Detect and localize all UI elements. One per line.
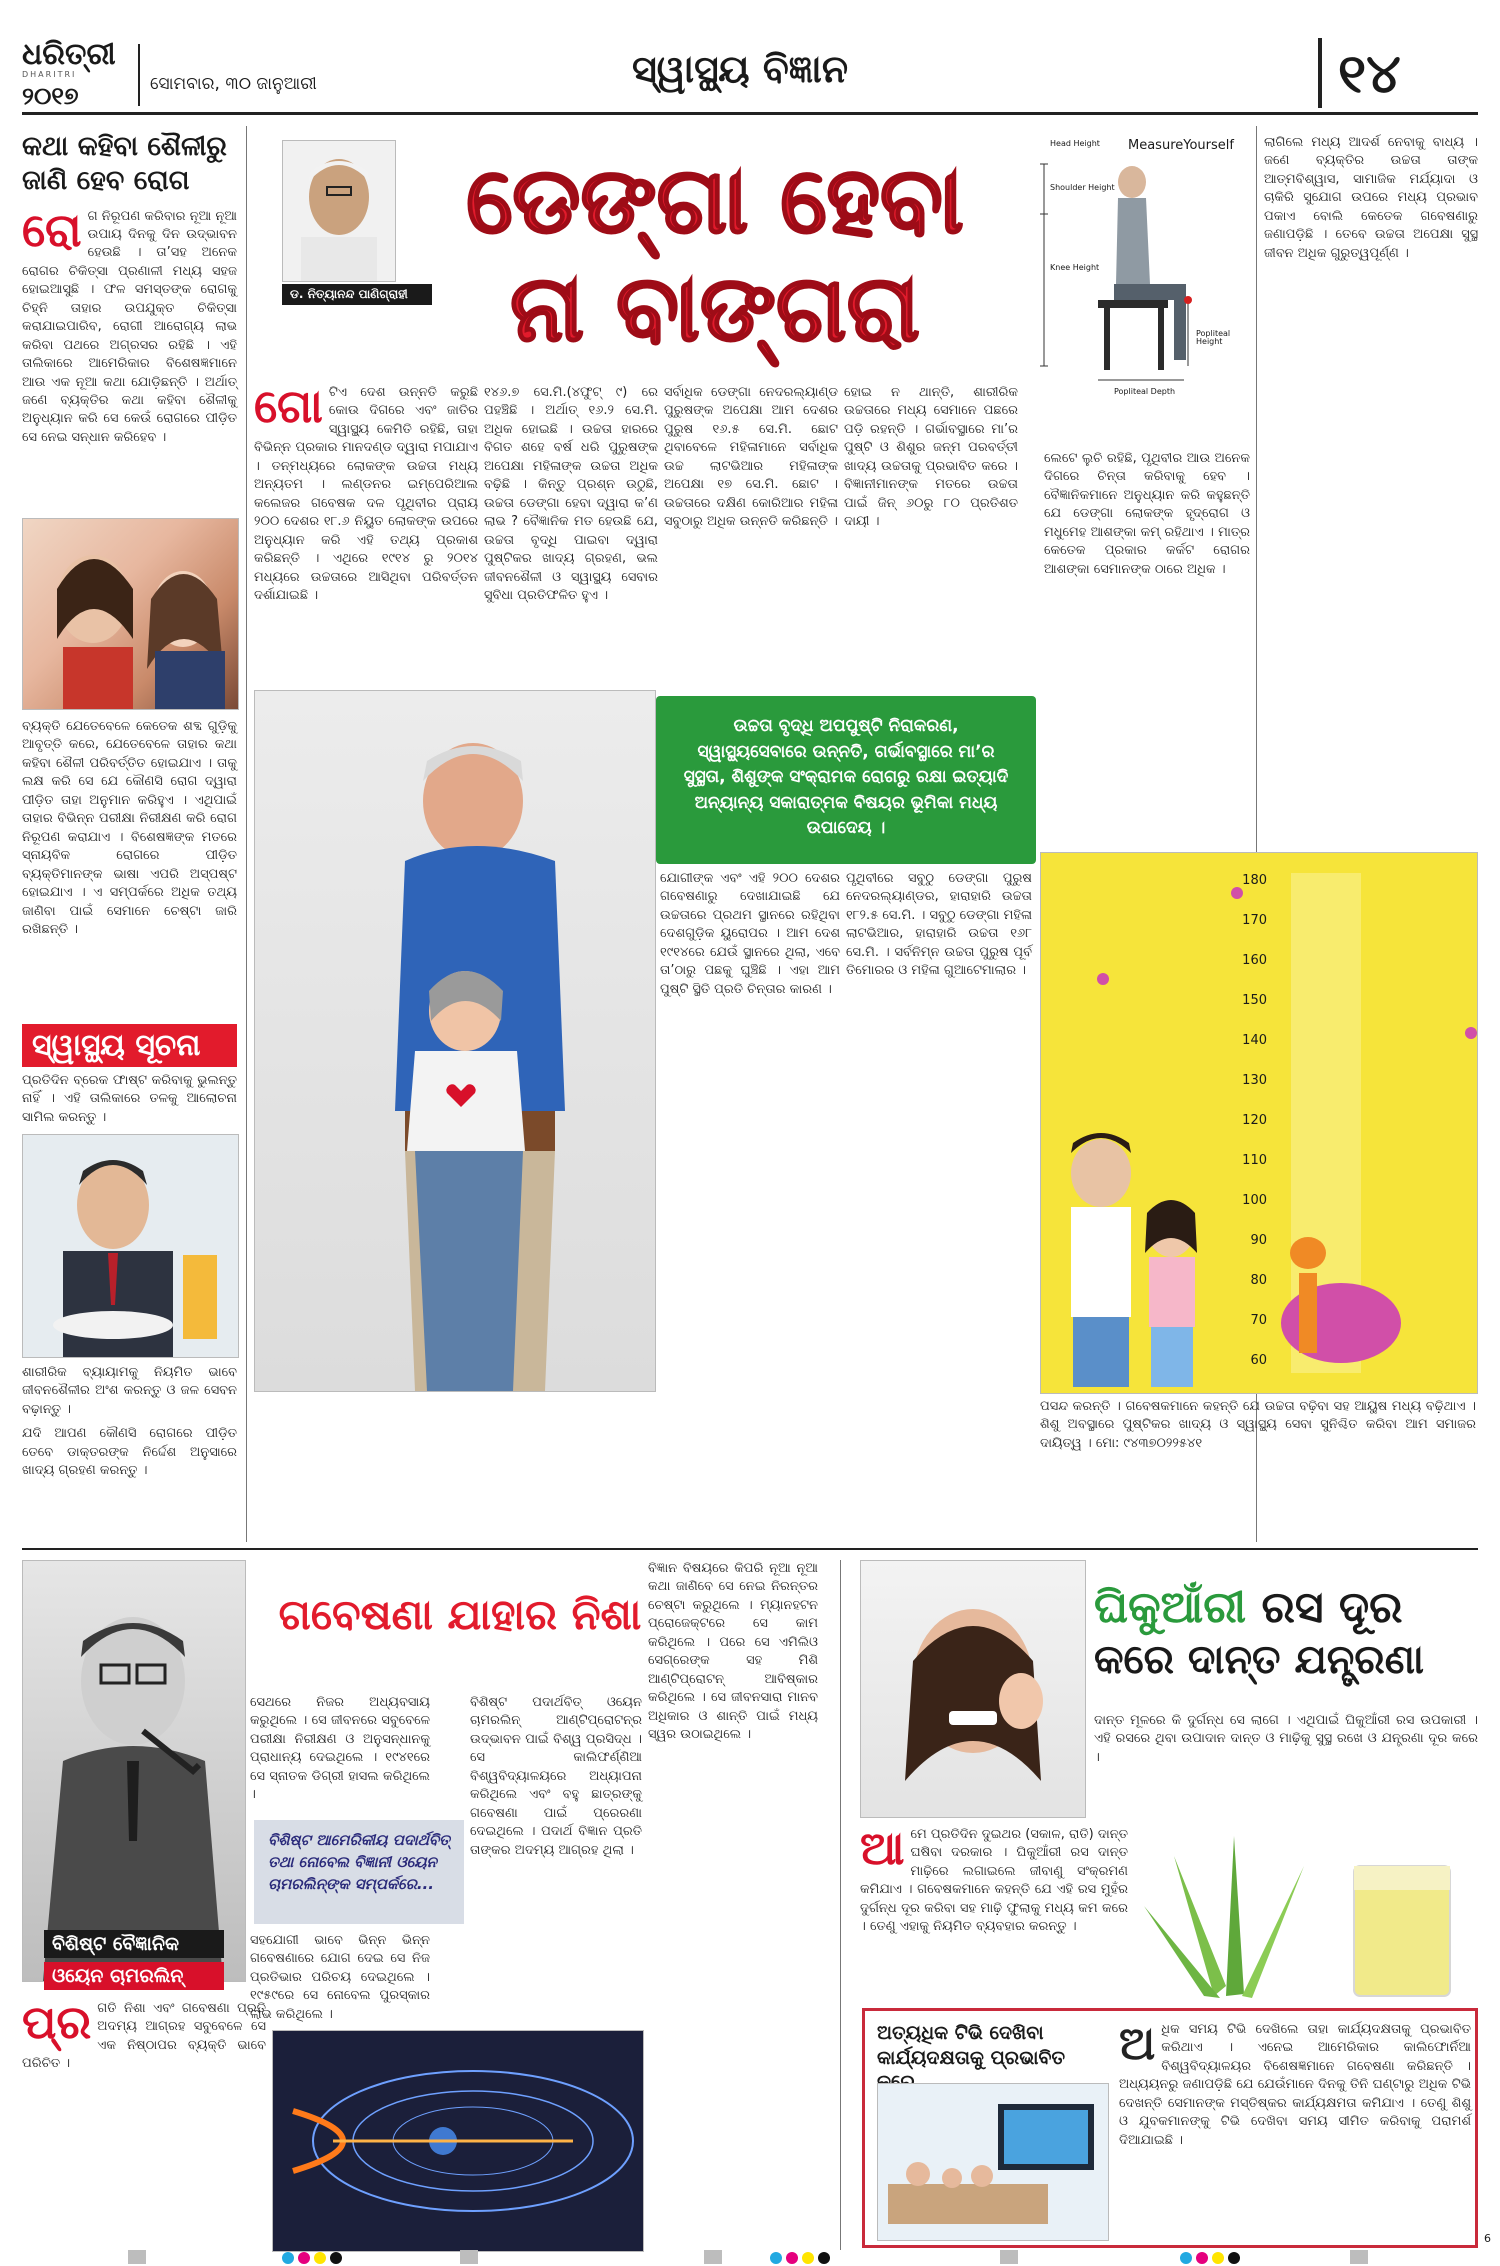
main-story-col-4: ହୋଇ ନ ଥାନ୍ତି, ଶାରୀରିକ ଉଚ୍ଚତାରେ ମଧ୍ୟ ସେମାନେ ପଛରେ ପଡ଼ି ରହନ୍ତି । ଗର୍ଭାବସ୍ଥାରେ ମା’ର ପୁଷ୍ଟି ଓ ଶିଶୁର ଜନ୍ମ ପରବର୍ତ୍ତୀ ଖାଦ୍ୟ ଉଚ୍ଚତାକୁ ପ୍ରଭାବିତ କରେ । ବିଜ୍ଞାନୀମାନଙ୍କ ମତରେ ଉଚ୍ଚତା ପାଇଁ ଜିନ୍ ୬୦ରୁ ୮୦ ପ୍ରତିଶତ ଦାୟୀ ।	[844, 385, 1018, 530]
tv-dropcap: ଅ	[1119, 2016, 1156, 2070]
breakfast-man-photo	[22, 1134, 239, 1358]
aloe-headline-rest-2: କରେ ଦାନ୍ତ ଯନ୍ତ୍ରଣା	[1094, 1636, 1425, 1683]
measure-yourself-diagram	[1038, 134, 1248, 424]
growth-tick: 70	[1250, 1313, 1267, 1328]
label-shoulder-height: Shoulder Height	[1050, 183, 1115, 192]
health-tip-2: ଶାରୀରିକ ବ୍ୟାୟାମକୁ ନିୟମିତ ଭାବେ ଜୀବନଶୈଳୀର ଅଂଶ କରନ୍ତୁ ଓ ଜଳ ସେବନ ବଢ଼ାନ୍ତୁ ।	[22, 1365, 237, 1417]
scientist-col-3: ବିଜ୍ଞାନ ବିଷୟରେ କିପରି ନୂଆ ନୂଆ କଥା ଜାଣିବେ ସେ ନେଇ ନିରନ୍ତର ଚେଷ୍ଟା କରୁଥିଲେ । ମ୍ୟାନହଟନ ପ୍ରୋଜେକ୍ଟରେ ସେ କାମ କରିଥିଲେ । ପରେ ସେ ଏମିଲିଓ ସେଗ୍ରେଙ୍କ ସହ ମିଶି ଆଣ୍ଟିପ୍ରୋଟନ୍ ଆବିଷ୍କାର କରିଥିଲେ । ସେ ଜୀବନସାରା ମାନବ ଅଧିକାର ଓ ଶାନ୍ତି ପାଇଁ ମଧ୍ୟ ସ୍ୱର ଉଠାଇଥିଲେ ।	[648, 1561, 818, 1743]
woman-photo-illustration	[23, 519, 238, 709]
scientist-caption-2: ଓୟେନ ଚାମରଲିନ୍	[44, 1962, 224, 1990]
registration-cyan	[282, 2252, 294, 2264]
scientist-col-1: ସେଥରେ ନିଜର ଅଧ୍ୟବସାୟ କରୁଥିଲେ । ସେ ଜୀବନରେ ସବୁବେଳେ ପରୀକ୍ଷା ନିରୀକ୍ଷଣ ଓ ଅନୁସନ୍ଧାନକୁ ପ୍ରାଧାନ୍ୟ ଦେଇଥିଲେ । ୧୯୪୧ରେ ସେ ସ୍ନାତକ ଡିଗ୍ରୀ ହାସଲ କରିଥିଲେ ।	[250, 1695, 430, 1803]
author-photo-illustration	[283, 141, 395, 281]
scientist-intro	[22, 1995, 266, 2250]
print-mark	[460, 2250, 478, 2264]
main-story-green-callout: ଉଚ୍ଚତା ବୃଦ୍ଧି ଅପପୁଷ୍ଟି ନିରାକରଣ, ସ୍ୱାସ୍ଥ୍ୟସେବାରେ ଉନ୍ନତି, ଗର୍ଭାବସ୍ଥାରେ ମା’ର ସୁସ୍ଥତା, ଶିଶୁଙ୍କ ସଂକ୍ରାମକ ରୋଗରୁ ରକ୍ଷା ଇତ୍ୟାଦି ଅନ୍ୟାନ୍ୟ ସକାରାତ୍ମକ ବିଷୟର ଭୂମିକା ମଧ୍ୟ ଉପାଦେୟ ।	[656, 696, 1036, 864]
measure-chart-title: MeasureYourself	[1128, 138, 1234, 153]
growth-tick: 110	[1242, 1153, 1267, 1168]
left-story-dropcap: ରୋ	[22, 202, 82, 257]
label-knee-height: Knee Height	[1050, 263, 1100, 272]
toothache-woman-photo	[860, 1560, 1086, 1818]
toothache-illustration	[861, 1561, 1085, 1817]
registration-magenta	[786, 2252, 798, 2264]
growth-tick: 60	[1250, 1353, 1267, 1368]
print-mark	[1000, 2250, 1018, 2264]
main-story-col-1-text: ଟିଏ ଦେଶ ଉନ୍ନତି କରୁଛି କୋଉ ଦିଗରେ ଏବଂ ଜାତିର ସ୍ୱାସ୍ଥ୍ୟ କେମିତି ରହିଛି, ତାହା ବିଭିନ୍ନ ପ୍ରକାର ମାନଦଣ୍ଡ ଦ୍ୱାରା ମପାଯାଏ । ତନ୍ମଧ୍ୟରେ ଲୋକଙ୍କ ଉଚ୍ଚତା ମଧ୍ୟ ଅନ୍ୟତମ । ଲଣ୍ଡନର ଇମ୍ପେରିଆଲ କଲେଜର ଗବେଷକ ଦଳ ପୃଥିବୀର ପ୍ରାୟ ୨୦୦ ଦେଶର ୧୮.୬ ନିୟୁତ ଲୋକଙ୍କ ଉପରେ ଅନୁଧ୍ୟାନ କରି ଏହି ତଥ୍ୟ ପ୍ରକାଶ କରିଛନ୍ତି । ଏଥିରେ ୧୯୧୪ ରୁ ୨୦୧୪ ମଧ୍ୟରେ ଉଚ୍ଚତାରେ ଆସିଥିବା ପରିବର୍ତ୍ତନ ଦର୍ଶାଯାଇଛି ।	[254, 385, 478, 603]
growth-tick: 170	[1242, 913, 1267, 928]
scientist-illustration	[23, 1561, 245, 1981]
main-story-col-3: ସର୍ବାଧିକ ଡେଙ୍ଗା ନେଦରଲ୍ୟାଣ୍ଡ ପୁରୁଷଙ୍କ ଅପେକ୍ଷା ଆମ ଦେଶର ପୁରୁଷ ୧୬.୫ ସେ.ମି. ଛୋଟ ଥିବାବେଳେ ମହିଳାମାନେ ସର୍ବାଧିକ ଉଚ୍ଚ ଲାଟଭିଆର ମହିଳାଙ୍କ ଅପେକ୍ଷା ୧୭ ସେ.ମି. ଛୋଟ । ଉଚ୍ଚତାରେ ଦକ୍ଷିଣ କୋରିଆର ମହିଳା ସବୁଠାରୁ ଅଧିକ ଉନ୍ନତି କରିଛନ୍ତି ।	[664, 385, 838, 530]
main-story-col-5: ଲେଟେ ଲୁଚି ରହିଛି, ପୃଥିବୀର ଆଉ ଅନେକ ଦିଗରେ ଚିନ୍ତା କରିବାକୁ ହେବ । ବୈଜ୍ଞାନିକମାନେ ଅନୁଧ୍ୟାନ କରି କହୁଛନ୍ତି ଯେ ଡେଙ୍ଗା ଲୋକଙ୍କ ହୃଦ୍‌ରୋଗ ଓ ମଧୁମେହ ଆଶଙ୍କା କମ୍ ରହିଥାଏ । ମାତ୍ର କେତେକ ପ୍ରକାର କର୍କଟ ରୋଗର ଆଶଙ୍କା ସେମାନଙ୍କ ଠାରେ ଅଧିକ ।	[1044, 451, 1250, 577]
health-tips-list	[22, 1364, 237, 1514]
registration-yellow	[314, 2252, 326, 2264]
growth-tick: 80	[1250, 1273, 1267, 1288]
growth-tick: 180	[1242, 873, 1267, 888]
measure-figure	[1038, 134, 1248, 424]
woman-photo	[22, 518, 239, 710]
scientist-intro-text: ଗତି ନିଶା ଏବଂ ଗବେଷଣା ପ୍ରତି ଅଦମ୍ୟ ଆଗ୍ରହ ସବୁବେଳେ ସେ ଏକ ନିଷ୍ଠାପର ବ୍ୟକ୍ତି ଭାବେ ପରିଚିତ ।	[22, 2001, 266, 2072]
aloe-headline	[1094, 1580, 1478, 1685]
main-story-col-8: ପୃଥିବୀରେ ସବୁଠୁ ଡେଙ୍ଗା ପୁରୁଷ ନେଦରଲ୍ୟାଣ୍ଡର, ହାରାହାରି ଉଚ୍ଚତା ୧୮୨.୫ ସେ.ମି. । ସବୁଠୁ ଡେଙ୍ଗା ମହିଳା ଲାଟଭିଆର, ହାରାହାରି ଉଚ୍ଚତା ୧୬୮ ସେ.ମି. । ସର୍ବନିମ୍ନ ଉଚ୍ଚତା ପୁରୁଷ ପୂର୍ବ ତିମୋରର ଓ ମହିଳା ଗୁଆଟେମାଲାର ।	[846, 871, 1032, 979]
left-story-continued: ବ୍ୟକ୍ତି ଯେତେବେଳେ କେତେକ ଶବ୍ଦ ଗୁଡ଼ିକୁ ଆବୃତ୍ତି କରେ, ଯେତେବେଳେ ତାହାର କଥା କହିବା ଶୈଳୀ ପରିବର୍ତ୍ତିତ ହୋଇଯାଏ । ତାକୁ ଲକ୍ଷ କରି ସେ ଯେ କୌଣସି ରୋଗ ଦ୍ୱାରା ପୀଡ଼ିତ ତାହା ଅନୁମାନ କରିହୁଏ । ଏଥିପାଇଁ ତାହାର ବିଭିନ୍ନ ପରୀକ୍ଷା ନିରୀକ୍ଷଣ କରି ରୋଗ ନିରୂପଣ କରାଯାଏ । ବିଶେଷଜ୍ଞଙ୍କ ମତରେ ସ୍ନାୟବିକ ରୋଗରେ ପୀଡ଼ିତ ବ୍ୟକ୍ତିମାନଙ୍କ ଭାଷା ଏପରି ଅସ୍ପଷ୍ଟ ହୋଇଯାଏ । ଏ ସମ୍ପର୍କରେ ଅଧିକ ତଥ୍ୟ ଜାଣିବା ପାଇଁ ସେମାନେ ଚେଷ୍ଟା ଜାରି ରଖିଛନ୍ତି ।	[22, 719, 237, 937]
registration-black	[330, 2252, 342, 2264]
aloe-illustration	[1134, 1826, 1478, 2002]
author-photo	[282, 140, 396, 282]
brand-subtitle: DHARITRI	[22, 70, 77, 79]
registration-magenta	[298, 2252, 310, 2264]
growth-tick: 100	[1242, 1193, 1267, 1208]
growth-chart-photo	[1040, 852, 1478, 1394]
author-byline: ଡ. ନିତ୍ୟାନନ୍ଦ ପାଣିଗ୍ରାହୀ	[282, 284, 432, 305]
main-story-col-7: ଯୋଗୀଙ୍କ ଏବଂ ଏହି ୨୦୦ ଦେଶର ଗବେଷଣାରୁ ଦେଖାଯାଇଛି ଯେ ଉଚ୍ଚତାରେ ପ୍ରଥମ ସ୍ଥାନରେ ରହିଥିବା ଦେଶଗୁଡ଼ିକ ୟୁରୋପର । ଆମ ଦେଶ ୧୯୧୪ରେ ଯେଉଁ ସ୍ଥାନରେ ଥିଲା, ଏବେ ତା’ଠାରୁ ପଛକୁ ଘୁଞ୍ଚିଛି । ଏହା ଆମ ପୁଷ୍ଟି ସ୍ଥିତି ପ୍ରତି ଚିନ୍ତାର କାରଣ ।	[660, 871, 840, 997]
main-story-dropcap: ଗୋ	[254, 379, 323, 433]
main-story-col-1	[254, 379, 478, 684]
label-head-height: Head Height	[1050, 139, 1100, 148]
growth-tick: 120	[1242, 1113, 1267, 1128]
growth-tick: 130	[1242, 1073, 1267, 1088]
edition-year: ୨୦୧୭	[22, 81, 79, 110]
registration-black	[1228, 2252, 1240, 2264]
scientist-headline: ଗବେଷଣା ଯାହାର ନିଶା	[278, 1590, 642, 1639]
aloe-juice-photo	[1134, 1826, 1478, 2002]
left-story	[22, 130, 237, 528]
scientist-photo	[22, 1560, 246, 1982]
couple-illustration	[255, 691, 655, 1391]
left-story-headline: କଥା କହିବା ଶୈଳୀରୁ ଜାଣି ହେବ ରୋଗ	[22, 131, 227, 196]
registration-magenta	[1196, 2252, 1208, 2264]
scientist-pull-quote: ବିଶିଷ୍ଟ ଆମେରିକୀୟ ପଦାର୍ଥବିତ୍ ତଥା ନୋବେଲ ବିଜ୍ଞାନୀ ଓୟେନ ଚାମରଲିନ୍ଙ୍କ ସମ୍ପର୍କରେ...	[254, 1820, 464, 1924]
aloe-body	[860, 1821, 1128, 2002]
health-tip-1: ପ୍ରତିଦିନ ବ୍ରେକ ଫାଷ୍ଟ କରିବାକୁ ଭୁଲନ୍ତୁ ନାହିଁ । ଏହି ତାଲିକାରେ ତଳକୁ ଆଲୋଚନା ସାମିଲ କରନ୍ତୁ ।	[22, 1073, 237, 1125]
registration-yellow	[802, 2252, 814, 2264]
scientist-caption-1: ବିଶିଷ୍ଟ ବୈଜ୍ଞାନିକ	[44, 1930, 224, 1958]
issue-date: ସୋମବାର, ୩୦ ଜାନୁଆରୀ	[150, 74, 317, 94]
aloe-headline-green: ଘିକୁଆଁରୀ	[1094, 1582, 1247, 1633]
magnetosphere-illustration	[273, 2031, 643, 2251]
scientist-dropcap: ପ୍ର	[22, 1995, 92, 2049]
aloe-headline-rest-1: ରସ ଦୂର	[1261, 1582, 1403, 1633]
label-popliteal-height: Popliteal Height	[1196, 329, 1231, 346]
aloe-body-text: ମେ ପ୍ରତିଦିନ ଦୁଇଥର (ସକାଳ, ରାତି) ଦାନ୍ତ ଘଷିବା ଦରକାର । ଘିକୁଆଁରୀ ରସ ଦାନ୍ତ ମାଢ଼ିରେ ଲଗାଇଲେ ଜୀବାଣୁ ସଂକ୍ରମଣ କମିଯାଏ । ଗବେଷକମାନେ କହନ୍ତି ଯେ ଏହି ରସ ମୁହଁର ଦୁର୍ଗନ୍ଧ ଦୂର କରିବା ସହ ମାଢ଼ି ଫୁଲାକୁ ମଧ୍ୟ କମ କରେ । ତେଣୁ ଏହାକୁ ନିୟମିତ ବ୍ୟବହାର କରନ୍ତୁ ।	[860, 1827, 1128, 1935]
left-story-text-1: ଗ ନିରୂପଣ କରିବାର ନୂଆ ନୂଆ ଉପାୟ ଦିନକୁ ଦିନ ଉଦ୍ଭାବନ ହେଉଛି । ତା’ସହ ଅନେକ ରୋଗର ଚିକିତ୍ସା ପ୍ରଣାଳୀ ମଧ୍ୟ ସହଜ ହୋଇଆସୁଛି । ଫଳ ସମସ୍ତଙ୍କ ରୋଗକୁ ଚିହ୍ନି ତାହାର ଉପଯୁକ୍ତ ଚିକିତ୍ସା କରାଯାଇପାରିବ, ରୋଗୀ ଆରୋଗ୍ୟ ଲାଭ କରିବା ପଥରେ ଅଗ୍ରସର ରହିଛି । ଏହି ତାଲିକାରେ ଆମେରିକାର ବିଶେଷଜ୍ଞମାନେ ଆଉ ଏକ ନୂଆ କଥା ଯୋଡ଼ିଛନ୍ତି । ଅର୍ଥାତ୍ ଜଣେ ବ୍ୟକ୍ତିର କଥା କହିବା ଶୈଳୀକୁ ଅନୁଧ୍ୟାନ କରି ସେ କେଉଁ ରୋଗରେ ପୀଡ଼ିତ ସେ ନେଇ ସନ୍ଧାନ କରିହେବ ।	[22, 208, 237, 445]
registration-black	[818, 2252, 830, 2264]
label-popliteal-depth: Popliteal Depth	[1114, 387, 1176, 396]
main-story-col-2: ୧୪୬.୭ ସେ.ମି.(୪ଫୁଟ୍‌ ୯) ରେ ପହଞ୍ଚିଛି । ଅର୍ଥାତ୍ ୧୬.୨ ସେ.ମି. ଅଧିକ ହୋଇଛି । ଉଚ୍ଚତା ହାରରେ ବିଗତ ଶହେ ବର୍ଷ ଧରି ପୁରୁଷଙ୍କ ଅପେକ୍ଷା ମହିଳାଙ୍କ ଉଚ୍ଚତା ଅଧିକ ବଢ଼ିଛି । କିନ୍ତୁ ପ୍ରଶ୍ନ ଉଠୁଛି, ଉଚ୍ଚତା ଡେଙ୍ଗା ହେବା ଦ୍ୱାରା କ’ଣ ଲାଭ ? ବୈଜ୍ଞାନିକ ମତ ହେଉଛି ଯେ, ଉଚ୍ଚତା ବୃଦ୍ଧି ପାଇବା ଦ୍ୱାରା ପୁଷ୍ଟିକର ଖାଦ୍ୟ ଗ୍ରହଣ, ଭଲ ଜୀବନଶୈଳୀ ଓ ସ୍ୱାସ୍ଥ୍ୟ ସେବାର ସୁବିଧା ପ୍ରତିଫଳିତ ହୁଏ ।	[484, 385, 658, 603]
tv-headline-2: କାର୍ଯ୍ୟଦକ୍ଷତାକୁ ପ୍ରଭାବିତ	[877, 2046, 1065, 2069]
registration-cyan	[770, 2252, 782, 2264]
health-tip-3: ଯଦି ଆପଣ କୌଣସି ରୋଗରେ ପୀଡ଼ିତ ତେବେ ଡାକ୍ତରଙ୍କ ନିର୍ଦ୍ଦେଶ ଅନୁସାରେ ଖାଦ୍ୟ ଗ୍ରହଣ କରନ୍ତୁ ।	[22, 1426, 237, 1479]
page-marker: 6	[1484, 2232, 1491, 2245]
growth-tick: 90	[1250, 1233, 1267, 1248]
tv-family-photo	[877, 2083, 1109, 2241]
main-headline-line-1: ଡେଙ୍ଗା ହେବା	[466, 146, 964, 254]
magnetosphere-image	[272, 2030, 644, 2252]
tv-body-text: ଧିକ ସମୟ ଟିଭି ଦେଖିଲେ ତାହା କାର୍ଯ୍ୟଦକ୍ଷତାକୁ ପ୍ରଭାବିତ କରିଥାଏ । ଏନେଇ ଆମେରିକାର କାଲିଫୋର୍ନିଆ ବିଶ୍ୱବିଦ୍ୟାଳୟର ବିଶେଷଜ୍ଞମାନେ ଗବେଷଣା କରିଛନ୍ତି । ଅଧ୍ୟୟନରୁ ଜଣାପଡ଼ିଛି ଯେ ଯେଉଁମାନେ ଦିନକୁ ତିନି ଘଣ୍ଟାରୁ ଅଧିକ ଟିଭି ଦେଖନ୍ତି ସେମାନଙ୍କ ମସ୍ତିଷ୍କର କାର୍ଯ୍ୟକ୍ଷମତା କମିଯାଏ । ତେଣୁ ଶିଶୁ ଓ ଯୁବକମାନଙ୍କୁ ଟିଭି ଦେଖିବା ସମୟ ସୀମିତ କରିବାକୁ ପରାମର୍ଶ ଦିଆଯାଇଛି ।	[1119, 2022, 1471, 2148]
left-story-body	[22, 202, 237, 528]
registration-cyan	[1180, 2252, 1192, 2264]
print-mark	[1350, 2250, 1368, 2264]
print-mark	[704, 2250, 722, 2264]
growth-tick: 140	[1242, 1033, 1267, 1048]
brand-logo: ଧରିତ୍ରୀ	[22, 37, 116, 72]
tv-body	[1119, 2016, 1471, 2243]
health-tips-title: ସ୍ୱାସ୍ଥ୍ୟ ସୂଚନା	[22, 1024, 237, 1067]
growth-tick: 150	[1242, 993, 1267, 1008]
main-headline	[435, 146, 995, 376]
print-mark	[128, 2250, 146, 2264]
masthead	[22, 37, 132, 110]
tv-story-box	[862, 2008, 1478, 2248]
aloe-intro: ଦାନ୍ତ ମୂଳରେ କି ଦୁର୍ଗନ୍ଧ ସେ ଲାଗେ । ଏଥିପାଇଁ ଘିକୁଆଁରୀ ରସ ଉପକାରୀ । ଏହି ରସରେ ଥିବା ଉପାଦାନ ଦାନ୍ତ ଓ ମାଢ଼ିକୁ ସୁସ୍ଥ ରଖେ ଓ ଯନ୍ତ୍ରଣା ଦୂର କରେ ।	[1094, 1713, 1478, 1765]
tall-short-couple-photo	[254, 690, 656, 1392]
tv-family-illustration	[878, 2084, 1108, 2240]
tv-headline-1: ଅତ୍ୟଧିକ ଟିଭି ଦେଖିବା	[877, 2022, 1044, 2044]
main-story-col-6: ଲାଗିଲେ ମଧ୍ୟ ଆଦର୍ଶ ନେବାକୁ ବାଧ୍ୟ । ଜଣେ ବ୍ୟକ୍ତିର ଉଚ୍ଚତା ତାଙ୍କ ଆତ୍ମବିଶ୍ୱାସ, ସାମାଜିକ ମର୍ଯ୍ୟାଦା ଓ ଚାକିରି ସୁଯୋଗ ଉପରେ ମଧ୍ୟ ପ୍ରଭାବ ପକାଏ ବୋଲି କେତେକ ଗବେଷଣାରୁ ଜଣାପଡ଼ିଛି । ତେବେ ଉଚ୍ଚତା ଅପେକ୍ଷା ସୁସ୍ଥ ଜୀବନ ଅଧିକ ଗୁରୁତ୍ୱପୂର୍ଣ୍ଣ ।	[1264, 135, 1478, 261]
main-headline-line-2: ନା ବାଙ୍ଗରା	[510, 254, 920, 362]
scientist-col-1b: ସହଯୋଗୀ ଭାବେ ଭିନ୍ନ ଭିନ୍ନ ଗବେଷଣାରେ ଯୋଗ ଦେଇ ସେ ନିଜ ପ୍ରତିଭାର ପରିଚୟ ଦେଇଥିଲେ । ୧୯୫୯ରେ ସେ ନୋବେଲ ପୁରସ୍କାର ଲାଭ କରିଥିଲେ ।	[250, 1933, 430, 2022]
registration-yellow	[1212, 2252, 1224, 2264]
breakfast-man-illustration	[23, 1135, 238, 1357]
aloe-dropcap: ଆ	[860, 1821, 905, 1875]
section-title: ସ୍ୱାସ୍ଥ୍ୟ ବିଜ୍ଞାନ	[631, 46, 849, 91]
scientist-col-2: ବିଶିଷ୍ଟ ପଦାର୍ଥବିତ୍ ଓୟେନ ଚାମରଲିନ୍ ଆଣ୍ଟିପ୍ରୋଟନ୍‌ର ଉଦ୍ଭାବନ ପାଇଁ ବିଶ୍ୱ ପ୍ରସିଦ୍ଧ । ସେ କାଲିଫର୍ଣ୍ଣିଆ ବିଶ୍ୱବିଦ୍ୟାଳୟରେ ଅଧ୍ୟାପନା କରିଥିଲେ ଏବଂ ବହୁ ଛାତ୍ରଙ୍କୁ ଗବେଷଣା ପାଇଁ ପ୍ରେରଣା ଦେଇଥିଲେ । ପଦାର୍ଥ ବିଜ୍ଞାନ ପ୍ରତି ତାଙ୍କର ଅଦମ୍ୟ ଆଗ୍ରହ ଥିଲା ।	[470, 1695, 642, 1858]
growth-tick: 160	[1242, 953, 1267, 968]
main-story-col-9: ପସନ୍ଦ କରନ୍ତି । ଗବେଷକମାନେ କହନ୍ତି ଯେ ଉଚ୍ଚତା ବଢ଼ିବା ସହ ଆୟୁଷ ମଧ୍ୟ ବଢ଼ିଥାଏ । ଶିଶୁ ଅବସ୍ଥାରେ ପୁଷ୍ଟିକର ଖାଦ୍ୟ ଓ ସ୍ୱାସ୍ଥ୍ୟ ସେବା ସୁନିଶ୍ଚିତ କରିବା ଆମ ସମାଜର ଦାୟିତ୍ୱ । ମୋ: ୯୪୩୭୦୨୨୫୪୧	[1040, 1399, 1476, 1451]
growth-chart-scale	[1219, 861, 1267, 1381]
page-number: ୧୪	[1318, 38, 1488, 108]
